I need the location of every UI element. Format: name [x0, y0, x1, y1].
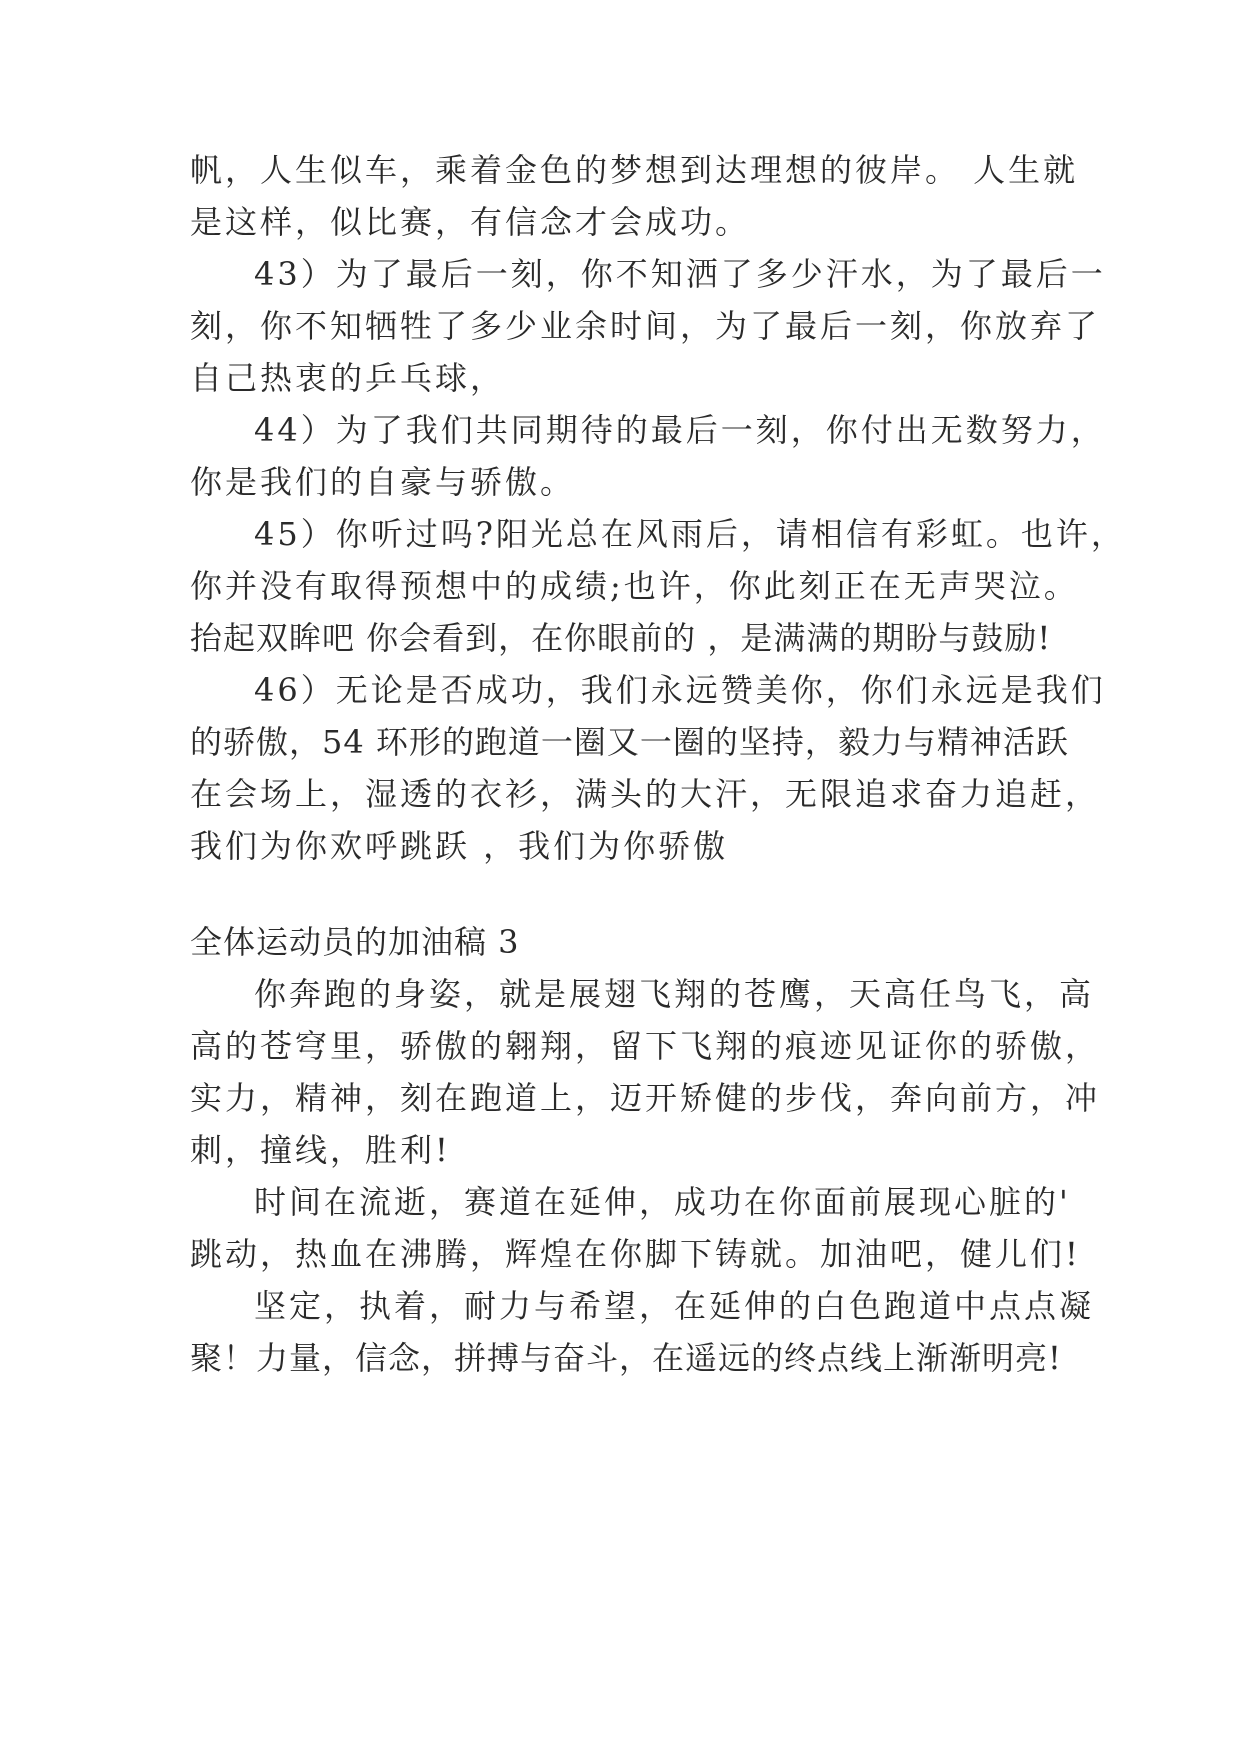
text-line: 43）为了最后一刻，你不知洒了多少汗水，为了最后一 [254, 255, 1106, 293]
text-line: 是这样，似比赛，有信念才会成功。 [190, 203, 751, 241]
text-line: 在会场上，湿透的衣衫，满头的大汗，无限追求奋力追赶， [190, 775, 1101, 813]
text-line: 帆，人生似车，乘着金色的梦想到达理想的彼岸。 人生就 [190, 151, 1079, 189]
text-line: 你是我们的自豪与骄傲。 [190, 463, 576, 501]
text-line: 高的苍穹里，骄傲的翱翔，留下飞翔的痕迹见证你的骄傲， [190, 1027, 1101, 1065]
text-line: 刺，撞线，胜利! [190, 1131, 451, 1169]
text-line: 时间在流逝，赛道在延伸，成功在你面前展现心脏的' [254, 1183, 1071, 1221]
text-line: 你并没有取得预想中的成绩;也许，你此刻正在无声哭泣。 [190, 567, 1079, 605]
text-line: 自己热衷的乒乓球， [190, 359, 506, 397]
text-line: 跳动，热血在沸腾，辉煌在你脚下铸就。加油吧，健儿们! [190, 1235, 1081, 1273]
text-line: 聚！力量，信念，拼搏与奋斗，在遥远的终点线上渐渐明亮! [190, 1339, 1062, 1377]
text-line: 我们为你欢呼跳跃 ，我们为你骄傲 [190, 827, 729, 865]
text-line: 45）你听过吗?阳光总在风雨后，请相信有彩虹。也许， [254, 515, 1126, 553]
text-line: 刻，你不知牺牲了多少业余时间，为了最后一刻，你放弃了 [190, 307, 1101, 345]
text-line: 的骄傲，54 环形的跑道一圈又一圈的坚持，毅力与精神活跃 [190, 723, 1069, 761]
section-heading: 全体运动员的加油稿 3 [190, 923, 520, 961]
text-line: 44）为了我们共同期待的最后一刻，你付出无数努力， [254, 411, 1106, 449]
text-line: 你奔跑的身姿，就是展翅飞翔的苍鹰，天高任鸟飞，高 [254, 975, 1095, 1013]
text-line: 实力，精神，刻在跑道上，迈开矫健的步伐，奔向前方，冲 [190, 1079, 1101, 1117]
text-line: 坚定，执着，耐力与希望，在延伸的白色跑道中点点凝 [254, 1287, 1095, 1325]
text-line: 抬起双眸吧 你会看到，在你眼前的 ，是满满的期盼与鼓励! [190, 619, 1052, 657]
text-line: 46）无论是否成功，我们永远赞美你，你们永远是我们 [254, 671, 1106, 709]
